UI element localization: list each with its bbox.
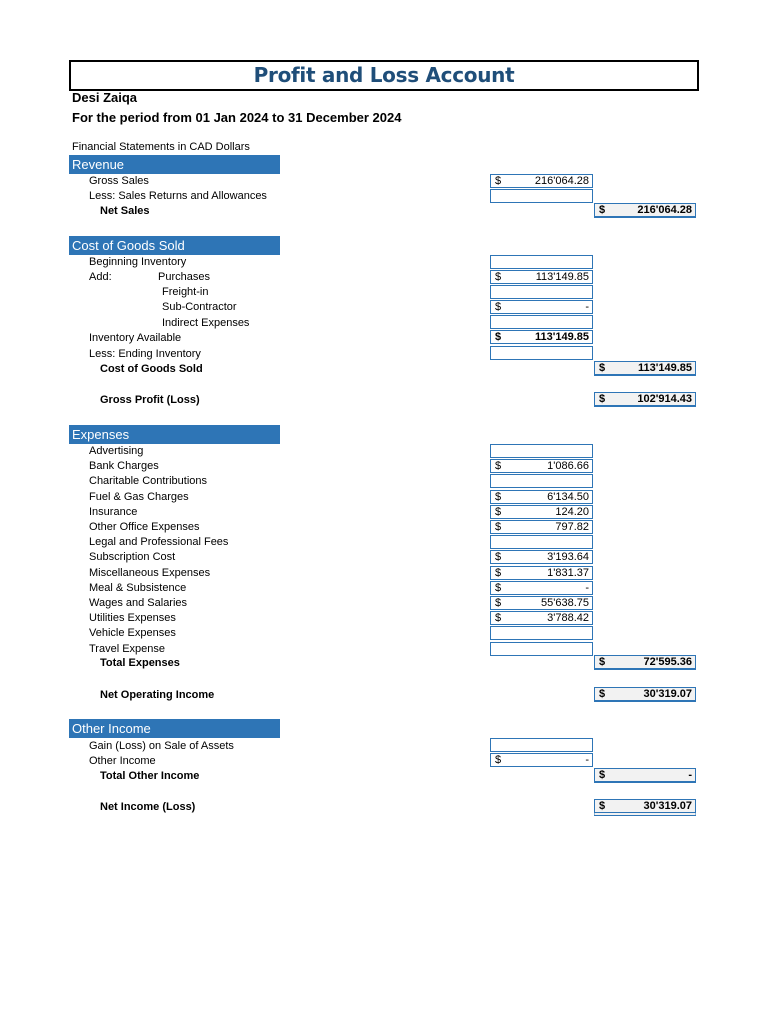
total-other-income-label: Total Other Income — [100, 770, 200, 782]
cogs-header: Cost of Goods Sold — [69, 236, 280, 255]
other-income-amount: - — [585, 754, 589, 766]
expense-label: Miscellaneous Expenses — [89, 567, 211, 579]
indirect-expenses-label: Indirect Expenses — [162, 317, 250, 329]
expense-label: Insurance — [89, 506, 138, 518]
currency-symbol: $ — [495, 491, 502, 503]
freight-in-label: Freight-in — [162, 286, 209, 298]
cogs-total-label: Cost of Goods Sold — [100, 363, 203, 375]
expense-label: Utilities Expenses — [89, 612, 176, 624]
ending-inventory-cell[interactable] — [490, 346, 593, 360]
gross-sales-cell[interactable] — [490, 174, 593, 188]
currency-symbol: $ — [495, 612, 502, 624]
currency-symbol: $ — [599, 769, 606, 781]
expense-amount-cell[interactable] — [490, 444, 593, 458]
expense-amount: 3'788.42 — [547, 612, 589, 624]
expense-label: Meal & Subsistence — [89, 582, 187, 594]
sales-returns-cell[interactable] — [490, 189, 593, 203]
expenses-header: Expenses — [69, 425, 280, 444]
net-operating-income-cell[interactable] — [594, 687, 696, 702]
expense-amount-cell[interactable] — [490, 596, 593, 610]
expense-amount-cell[interactable] — [490, 474, 593, 488]
report-title: Profit and Loss Account — [69, 60, 699, 91]
expense-amount-cell[interactable] — [490, 611, 593, 625]
expense-amount-cell[interactable] — [490, 566, 593, 580]
expense-amount-cell[interactable] — [490, 642, 593, 656]
expense-label: Travel Expense — [89, 643, 166, 655]
expense-label: Fuel & Gas Charges — [89, 491, 189, 503]
cogs-total-amount: 113'149.85 — [637, 362, 692, 374]
total-expenses-cell[interactable] — [594, 655, 696, 670]
currency-symbol: $ — [495, 754, 502, 766]
freight-in-cell[interactable] — [490, 285, 593, 299]
expense-amount-cell[interactable] — [490, 581, 593, 595]
sales-returns-label: Less: Sales Returns and Allowances — [89, 190, 267, 202]
currency-symbol: $ — [495, 521, 502, 533]
currency-symbol: $ — [495, 301, 502, 313]
gross-profit-cell[interactable] — [594, 392, 696, 407]
total-other-income-cell[interactable] — [594, 768, 696, 783]
total-other-income-amount: - — [688, 769, 692, 781]
expense-label: Bank Charges — [89, 460, 159, 472]
beginning-inventory-cell[interactable] — [490, 255, 593, 269]
ending-inventory-label: Less: Ending Inventory — [89, 348, 201, 360]
net-income-label: Net Income (Loss) — [100, 801, 196, 813]
currency-symbol: $ — [495, 582, 502, 594]
currency-symbol: $ — [599, 800, 606, 812]
currency-note: Financial Statements in CAD Dollars — [72, 141, 250, 153]
add-label: Add: — [89, 271, 112, 283]
expense-label: Subscription Cost — [89, 551, 176, 563]
expense-amount: 1'086.66 — [547, 460, 589, 472]
currency-symbol: $ — [599, 656, 606, 668]
purchases-amount: 113'149.85 — [535, 271, 589, 283]
other-income-header: Other Income — [69, 719, 280, 738]
expense-amount-cell[interactable] — [490, 520, 593, 534]
expense-amount: 3'193.64 — [547, 551, 589, 563]
other-income-label: Other Income — [89, 755, 156, 767]
revenue-header: Revenue — [69, 155, 280, 174]
expense-amount: 1'831.37 — [547, 567, 589, 579]
expense-amount-cell[interactable] — [490, 550, 593, 564]
net-operating-income-label: Net Operating Income — [100, 689, 215, 701]
expense-label: Wages and Salaries — [89, 597, 188, 609]
indirect-expenses-cell[interactable] — [490, 315, 593, 329]
purchases-cell[interactable] — [490, 270, 593, 284]
currency-symbol: $ — [495, 331, 502, 343]
subcontractor-label: Sub-Contractor — [162, 301, 237, 313]
other-income-cell[interactable] — [490, 753, 593, 767]
gain-loss-cell[interactable] — [490, 738, 593, 752]
gross-sales-amount: 216'064.28 — [534, 175, 589, 187]
currency-symbol: $ — [599, 393, 606, 405]
subcontractor-cell[interactable] — [490, 300, 593, 314]
total-expenses-label: Total Expenses — [100, 657, 180, 669]
currency-symbol: $ — [495, 567, 502, 579]
currency-symbol: $ — [495, 551, 502, 563]
expense-amount-cell[interactable] — [490, 505, 593, 519]
subcontractor-amount: - — [585, 301, 589, 313]
currency-symbol: $ — [495, 597, 502, 609]
expense-amount: 124.20 — [555, 506, 589, 518]
net-sales-label: Net Sales — [100, 205, 150, 217]
currency-symbol: $ — [495, 506, 502, 518]
expense-label: Charitable Contributions — [89, 475, 208, 487]
inventory-available-cell[interactable] — [490, 330, 593, 344]
expense-amount-cell[interactable] — [490, 459, 593, 473]
cogs-total-cell[interactable] — [594, 361, 696, 376]
currency-symbol: $ — [599, 688, 606, 700]
reporting-period: For the period from 01 Jan 2024 to 31 December 2024 — [72, 110, 402, 125]
expense-label: Vehicle Expenses — [89, 627, 176, 639]
currency-symbol: $ — [495, 460, 502, 472]
expense-label: Legal and Professional Fees — [89, 536, 229, 548]
net-operating-income-amount: 30'319.07 — [643, 688, 692, 700]
net-sales-cell[interactable] — [594, 203, 696, 218]
currency-symbol: $ — [495, 175, 502, 187]
currency-symbol: $ — [599, 362, 606, 374]
expense-amount-cell[interactable] — [490, 490, 593, 504]
expense-amount-cell[interactable] — [490, 535, 593, 549]
total-expenses-amount: 72'595.36 — [643, 656, 692, 668]
expense-amount: 55'638.75 — [541, 597, 589, 609]
inventory-available-label: Inventory Available — [89, 332, 182, 344]
expense-label: Other Office Expenses — [89, 521, 200, 533]
gain-loss-label: Gain (Loss) on Sale of Assets — [89, 740, 234, 752]
net-income-cell[interactable] — [594, 799, 696, 816]
expense-amount: 797.82 — [555, 521, 589, 533]
currency-symbol: $ — [599, 204, 606, 216]
expense-amount: - — [585, 582, 589, 594]
gross-profit-label: Gross Profit (Loss) — [100, 394, 200, 406]
expense-amount-cell[interactable] — [490, 626, 593, 640]
beginning-inventory-label: Beginning Inventory — [89, 256, 187, 268]
purchases-label: Purchases — [158, 271, 210, 283]
net-sales-amount: 216'064.28 — [637, 204, 692, 216]
net-income-amount: 30'319.07 — [643, 800, 692, 812]
currency-symbol: $ — [495, 271, 502, 283]
inventory-available-amount: 113'149.85 — [534, 331, 589, 343]
gross-profit-amount: 102'914.43 — [637, 393, 692, 405]
expense-amount: 6'134.50 — [547, 491, 589, 503]
gross-sales-label: Gross Sales — [89, 175, 149, 187]
company-name: Desi Zaiqa — [72, 90, 138, 105]
expense-label: Advertising — [89, 445, 144, 457]
